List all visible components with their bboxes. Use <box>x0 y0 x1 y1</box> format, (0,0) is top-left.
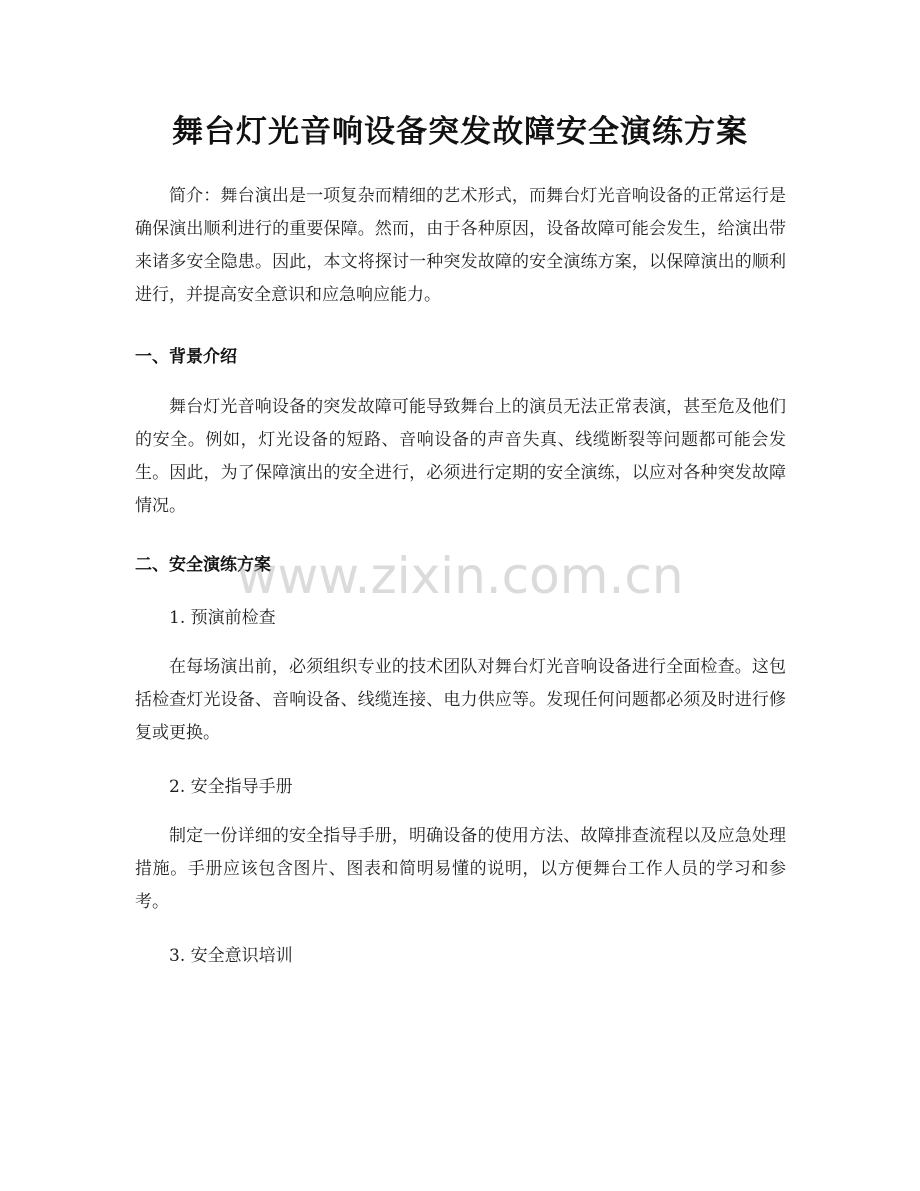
item1-paragraph: 在每场演出前，必须组织专业的技术团队对舞台灯光音响设备进行全面检查。这包括检查灯光设备、音响设备、线缆连接、电力供应等。发现任何问题都必须及时进行修复或更换。 <box>135 657 786 743</box>
section2-heading: 二、安全演练方案 <box>135 555 271 575</box>
watermark-text: www.zixin.com.cn <box>236 547 684 605</box>
section1-heading: 一、背景介绍 <box>135 347 237 367</box>
item3-label: 3. 安全意识培训 <box>169 946 293 966</box>
intro-paragraph: 简介：舞台演出是一项复杂而精细的艺术形式，而舞台灯光音响设备的正常运行是确保演出顺利进行的重要保障。然而，由于各种原因，设备故障可能会发生，给演出带来诸多安全隐患。因此，本文将探讨一种突发故障的安全演练方案，以保障演出的顺利进行，并提高安全意识和应急响应能力。 <box>135 186 786 305</box>
section1-paragraph: 舞台灯光音响设备的突发故障可能导致舞台上的演员无法正常表演，甚至危及他们的安全。例如，灯光设备的短路、音响设备的声音失真、线缆断裂等问题都可能会发生。因此，为了保障演出的安全进行，必须进行定期的安全演练，以应对各种突发故障情况。 <box>135 397 786 516</box>
item2-paragraph: 制定一份详细的安全指导手册，明确设备的使用方法、故障排查流程以及应急处理措施。手册应该包含图片、图表和简明易懂的说明，以方便舞台工作人员的学习和参考。 <box>135 826 786 912</box>
document-title: 舞台灯光音响设备突发故障安全演练方案 <box>172 114 748 150</box>
item1-label: 1. 预演前检查 <box>169 608 276 628</box>
item2-label: 2. 安全指导手册 <box>169 777 293 797</box>
